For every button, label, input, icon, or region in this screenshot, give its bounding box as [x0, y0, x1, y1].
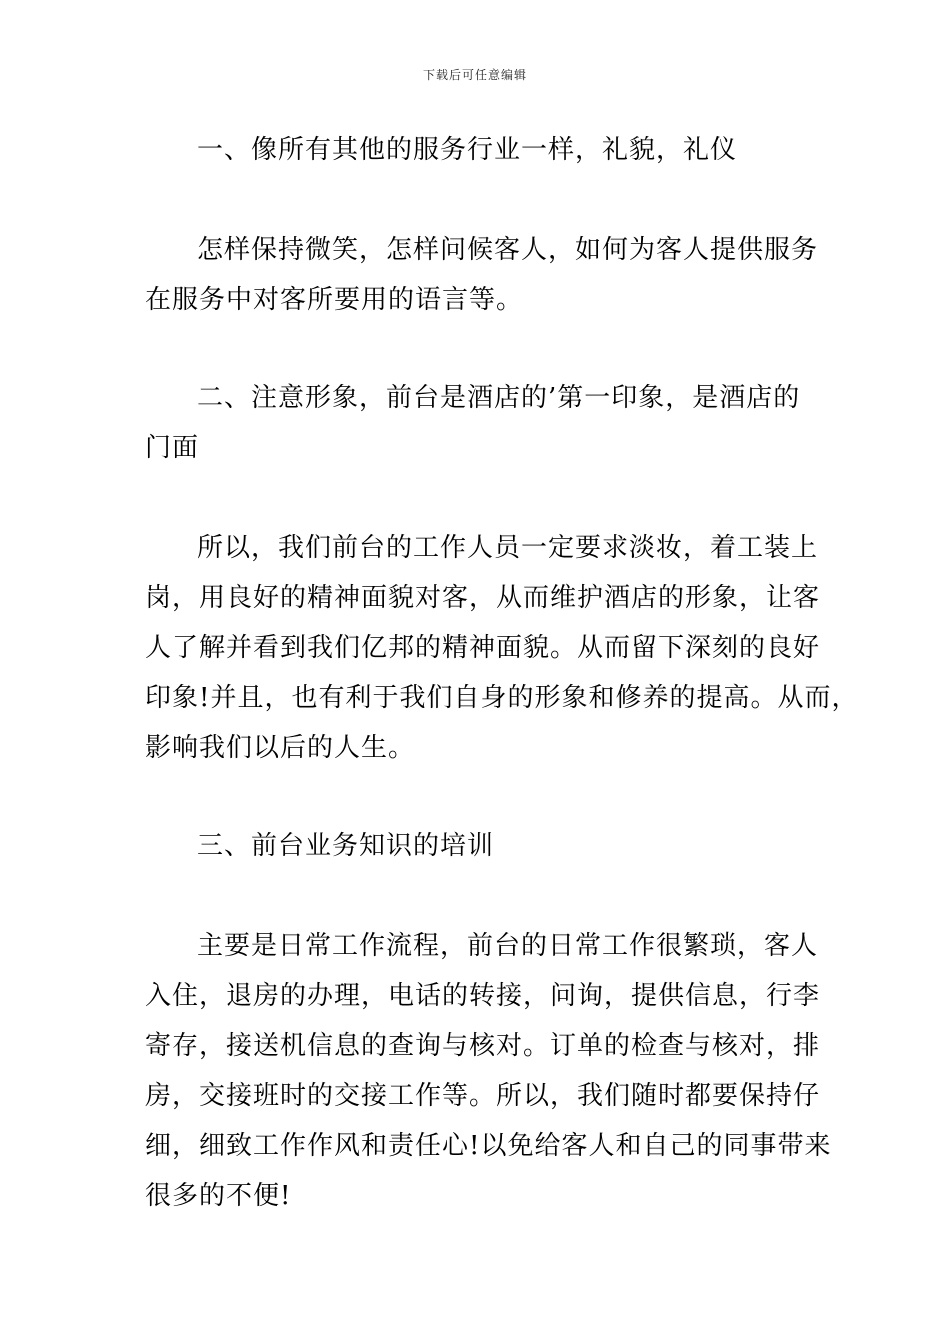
paragraph-2-line-4: 印象!并且，也有利于我们自身的形象和修养的提高。从而，: [145, 683, 859, 713]
heading-3: 三、前台业务知识的培训: [197, 831, 495, 861]
heading-2-line-2: 门面: [145, 433, 200, 463]
header-note: 下载后可任意编辑: [422, 68, 527, 82]
paragraph-2-line-2: 岗，用良好的精神面貌对客，从而维护酒店的形象，让客: [145, 583, 821, 613]
paragraph-3-line-5: 细，细致工作作风和责任心!以免给客人和自己的同事带来: [145, 1131, 832, 1161]
heading-1: 一、像所有其他的服务行业一样，礼貌，礼仪: [197, 135, 738, 165]
paragraph-2-line-3: 人了解并看到我们亿邦的精神面貌。从而留下深刻的良好: [145, 633, 821, 663]
paragraph-3-line-4: 房，交接班时的交接工作等。所以，我们随时都要保持仔: [145, 1081, 821, 1111]
paragraph-1-line-2: 在服务中对客所要用的语言等。: [145, 285, 524, 315]
heading-2-line-1: 二、注意形象，前台是酒店的’第一印象，是酒店的: [197, 383, 801, 413]
paragraph-3-line-1: 主要是日常工作流程，前台的日常工作很繁琐，客人: [197, 931, 819, 961]
paragraph-1-line-1: 怎样保持微笑，怎样问候客人，如何为客人提供服务: [197, 235, 819, 265]
paragraph-3-line-6: 很多的不便!: [145, 1181, 292, 1211]
paragraph-3-line-3: 寄存，接送机信息的查询与核对。订单的检查与核对，排: [145, 1031, 821, 1061]
paragraph-2-line-1: 所以，我们前台的工作人员一定要求淡妆，着工装上: [197, 533, 819, 563]
paragraph-3-line-2: 入住，退房的办理，电话的转接，问询，提供信息，行李: [145, 981, 821, 1011]
paragraph-2-line-5: 影响我们以后的人生。: [145, 733, 416, 763]
